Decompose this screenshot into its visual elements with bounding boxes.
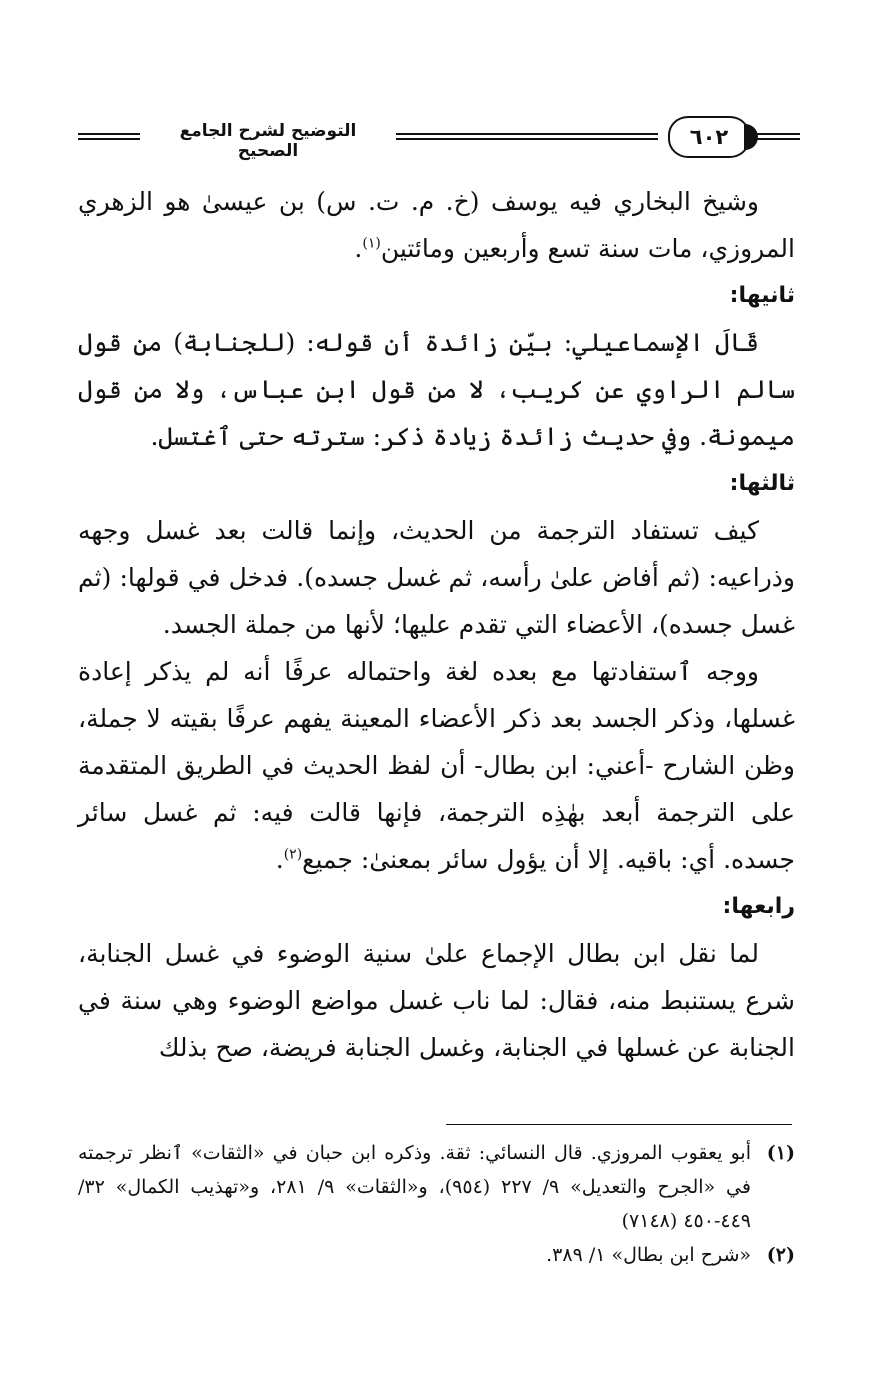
running-header: [78, 115, 800, 159]
section-heading-4: رابعها:: [722, 894, 795, 919]
footnote-ref-1: (١): [362, 235, 381, 252]
footnotes: [78, 1136, 795, 1272]
main-text: [78, 178, 795, 1071]
running-title: التوضيح لشرح الجامع الصحيح: [179, 121, 357, 161]
paragraph-4-text: ووجه ٱستفادتها مع بعده لغة واحتماله عرفًا أنه لم يذكر إعادة غسلها، وذكر الجسد بعد ذكر الأعضاء المعينة يفهم عرفًا بقيته لا جملة، وظن الشارح -أعني: ابن بطال- أن لفظ الحديث في الطريق المتقدمة على الترجمة أبعد بهٰذِه الترجمة، فإنها قالت فيه: ثم غسل سائر جسده. أي: باقيه. إلا أن يؤول سائر بمعنىٰ: جميع: [78, 657, 795, 874]
paragraph-4-end: .: [275, 845, 284, 874]
footnote-2-text: «شرح ابن بطال» ١/ ٣٨٩.: [546, 1244, 751, 1266]
header-rule-middle: [396, 133, 658, 140]
paragraph-4: [78, 648, 795, 883]
header-rule-left: [78, 133, 140, 140]
section-heading-2: ثانيها:: [729, 283, 795, 308]
footnote-1: [78, 1136, 795, 1238]
page-number-badge: ٦٠٢: [668, 116, 750, 158]
paragraph-1-text: وشيخ البخاري فيه يوسف (خ. م. ت. س) بن عيسىٰ هو الزهري المروزي، مات سنة تسع وأربعين ومائتين: [78, 187, 795, 263]
header-rule-right: [754, 133, 800, 140]
footnote-2-number: (٢): [766, 1244, 795, 1266]
paragraph-1-end: .: [354, 234, 363, 263]
footnote-1-text: أبو يعقوب المروزي. قال النسائي: ثقة. وذكره ابن حبان في «الثقات» ٱنظر ترجمته في «الجرح والتعديل» ٩/ ٢٢٧ (٩٥٤)، و«الثقات» ٩/ ٢٨١، و«تهذيب الكمال» ٣٢/ ٤٤٩-٤٥٠ (٧١٤٨): [78, 1142, 751, 1232]
footnote-ref-2: (٢): [283, 846, 303, 863]
paragraph-5: لما نقل ابن بطال الإجماع علىٰ سنية الوضوء في غسل الجنابة، شرع يستنبط منه، فقال: لما ناب غسل مواضع الوضوء وهي سنة في الجنابة عن غسلها في الجنابة، وغسل الجنابة فريضة، صح بذلك: [78, 939, 795, 1062]
footnote-1-number: (١): [766, 1142, 795, 1164]
footnote-separator: [446, 1124, 792, 1125]
paragraph-2: قَالَ الإسماعيلي: بيّن زائدة أن قوله: (للجنابة) من قول سالم الراوي عن كريب، لا من قول ابن عباس، ولا من قول ميمونة. وفي حديث زائدة زيادة ذكر: سترته حتى ٱغتسل.: [78, 328, 795, 451]
section-heading-3: ثالثها:: [729, 471, 795, 496]
paragraph-3: كيف تستفاد الترجمة من الحديث، وإنما قالت بعد غسل وجهه وذراعيه: (ثم أفاض علىٰ رأسه، ثم غسل جسده). فدخل في قولها: (ثم غسل جسده)، الأعضاء التي تقدم عليها؛ لأنها من جملة الجسد.: [78, 516, 795, 639]
paragraph-1: [78, 178, 795, 272]
footnote-2: [78, 1238, 795, 1272]
